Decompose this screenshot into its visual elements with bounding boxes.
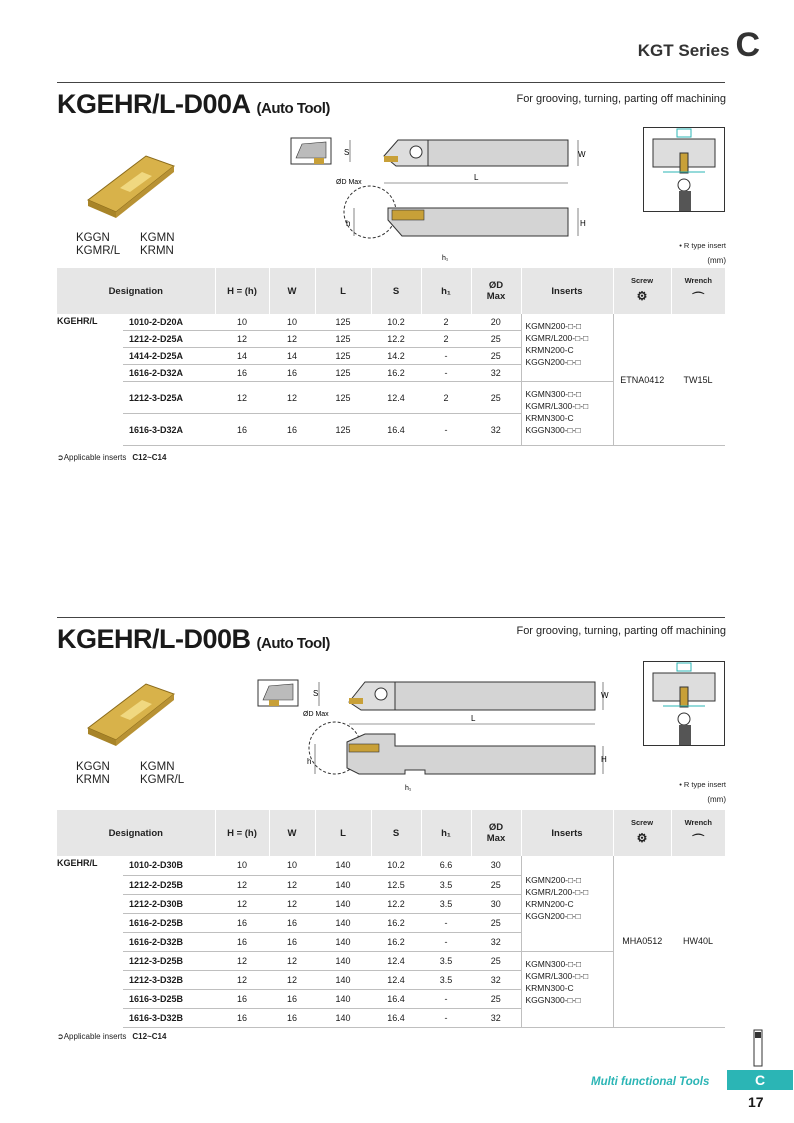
r-type-note: • R type insert (mm)	[679, 241, 726, 265]
table-row: 1212-3-D32B 12 12 140 12.4 3.5 32	[57, 970, 725, 989]
table-row: 1212-3-D25B 12 12 140 12.4 3.5 25 KGMN300-□-□ KGMR/L300-□-□ KRMN300-C KGGN300-□-□	[57, 951, 725, 970]
dim-h1-label: h₁	[405, 785, 412, 792]
section-b-title: KGEHR/L-D00B (Auto Tool)	[57, 624, 330, 654]
inserts-cell: KGMN300-□-□ KGMR/L300-□-□ KRMN300-C KGGN300-□-□	[521, 951, 613, 1027]
dim-h-label: h	[307, 757, 312, 766]
table-row: 1212-2-D25A 12 12 125 12.2 2 25	[57, 331, 725, 348]
table-row: 1212-3-D25A 12 12 125 12.4 2 25 KGMN300-□-□ KGMR/L300-□-□ KRMN300-C KGGN300-□-□	[57, 382, 725, 414]
screw-icon: ⚙	[636, 831, 648, 845]
r-type-note: • R type insert (mm)	[679, 780, 726, 804]
section-b-purpose: For grooving, turning, parting off machining	[516, 625, 726, 637]
dim-w-label: W	[578, 150, 586, 159]
dim-d-label: ØD Max	[303, 711, 329, 718]
section-a-title: KGEHR/L-D00A (Auto Tool)	[57, 89, 330, 119]
table-row: KGEHR/L 1010-2-D30B 10 10 140 10.2 6.6 30 KGMN200-□-□ KGMR/L200-□-□ KRMN200-C KGGN200-□-□ MHA0512 HW40L	[57, 856, 725, 875]
dim-l-label: L	[471, 714, 476, 723]
arrow-circle-icon: ➲	[57, 453, 64, 462]
wrench-icon: ⌒	[692, 291, 705, 305]
category-label: Multi functional Tools	[591, 1076, 710, 1088]
holder-view	[643, 127, 725, 212]
insert-type-labels: KGGN KGMN KGMR/L KRMN	[76, 232, 175, 257]
chapter-tab[interactable]: C	[727, 1070, 793, 1090]
applicable-inserts-note: ➲Applicable inserts C12~C14	[57, 453, 167, 462]
dim-l-label: L	[474, 173, 479, 182]
table-row: 1414-2-D25A 14 14 125 14.2 - 25	[57, 348, 725, 365]
dim-w-label: W	[601, 691, 609, 700]
table-row: 1616-3-D32A 16 16 125 16.4 - 32	[57, 414, 725, 446]
dim-s-label: S	[344, 148, 350, 157]
insert-image	[80, 148, 180, 220]
table-row: 1212-2-D30B 12 12 140 12.2 3.5 30	[57, 894, 725, 913]
inserts-cell: KGMN200-□-□ KGMR/L200-□-□ KRMN200-C KGGN200-□-□	[521, 314, 613, 382]
screw-icon: ⚙	[636, 289, 648, 303]
table-row: 1616-2-D32B 16 16 140 16.2 - 32	[57, 932, 725, 951]
series-header: KGT Series C	[637, 26, 760, 64]
insert-image	[80, 676, 180, 748]
table-row: 1616-2-D25B 16 16 140 16.2 - 25	[57, 913, 725, 932]
holder-view	[643, 661, 725, 746]
section-divider	[57, 617, 725, 618]
tool-drawing	[255, 672, 615, 797]
table-header-row: Designation H = (h) W L S h₁ ØD Max Inserts Screw ⚙ Wrench ⌒	[57, 810, 725, 856]
dim-hh-label: H	[601, 755, 607, 764]
page-number: 17	[748, 1094, 764, 1110]
table-header-row: Designation H = (h) W L S h₁ ØD Max Inserts Screw ⚙ Wrench ⌒	[57, 268, 725, 314]
applicable-inserts-note: ➲Applicable inserts C12~C14	[57, 1032, 167, 1041]
arrow-circle-icon: ➲	[57, 1032, 64, 1041]
table-row: KGEHR/L 1010-2-D20A 10 10 125 10.2 2 20 KGMN200-□-□ KGMR/L200-□-□ KRMN200-C KGGN200-□-□ ETNA0412 TW15L	[57, 314, 725, 331]
inserts-cell: KGMN300-□-□ KGMR/L300-□-□ KRMN300-C KGGN300-□-□	[521, 382, 613, 446]
inserts-cell: KGMN200-□-□ KGMR/L200-□-□ KRMN200-C KGGN200-□-□	[521, 856, 613, 951]
section-a-purpose: For grooving, turning, parting off machining	[516, 93, 726, 105]
dim-h1-label: h₁	[442, 255, 449, 262]
dim-hh-label: H	[580, 219, 586, 228]
table-row: 1212-2-D25B 12 12 140 12.5 3.5 25	[57, 875, 725, 894]
dim-h-label: h	[346, 219, 351, 228]
tool-drawing	[288, 128, 608, 268]
tool-icon	[750, 1028, 766, 1070]
section-divider	[57, 82, 725, 83]
table-row: 1616-2-D32A 16 16 125 16.2 - 32	[57, 365, 725, 382]
table-row: 1616-3-D32B 16 16 140 16.4 - 32	[57, 1008, 725, 1027]
spec-table-a	[57, 268, 725, 446]
dim-s-label: S	[313, 689, 319, 698]
insert-type-labels: KGGN KGMN KRMN KGMR/L	[76, 761, 185, 786]
spec-table-b	[57, 810, 725, 1028]
wrench-icon: ⌒	[692, 833, 705, 847]
table-row: 1616-3-D25B 16 16 140 16.4 - 25	[57, 989, 725, 1008]
dim-d-label: ØD Max	[336, 179, 362, 186]
